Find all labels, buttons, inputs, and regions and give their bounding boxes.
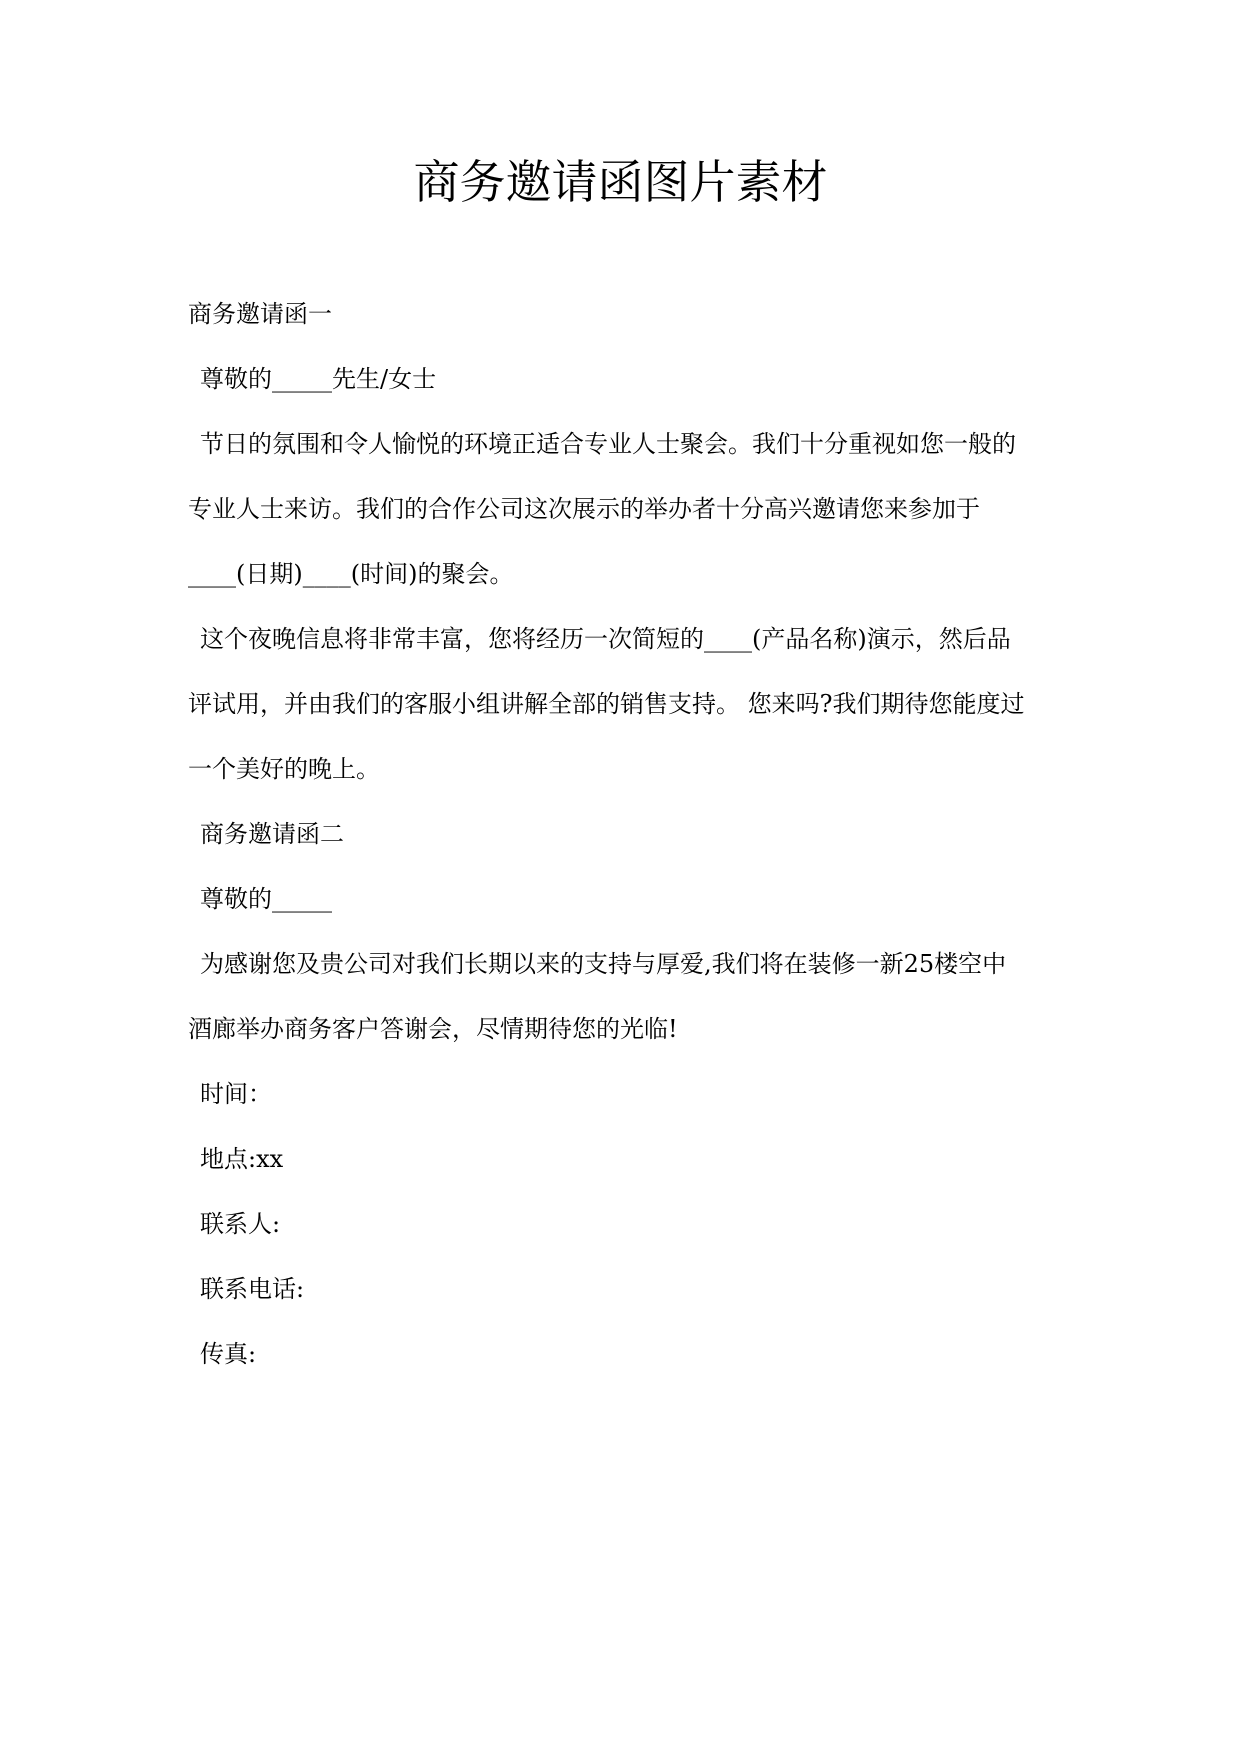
phone-label: 联系电话:	[200, 1275, 305, 1303]
letter-one-paragraph-1-line-3: ____(日期)____(时间)的聚会。	[188, 560, 514, 588]
letter-two-salutation: 尊敬的_____	[200, 885, 332, 913]
document-body	[188, 282, 1058, 1387]
contact-label: 联系人:	[200, 1210, 281, 1238]
letter-one-paragraph-1-line-1: 节日的氛围和令人愉悦的环境正适合专业人士聚会。我们十分重视如您一般的	[200, 430, 1016, 458]
letter-one-paragraph-2-line-1: 这个夜晚信息将非常丰富，您将经历一次简短的____(产品名称)演示，然后品	[200, 625, 1011, 653]
location-label: 地点:xx	[200, 1145, 284, 1173]
letter-two-paragraph-line-2: 酒廊举办商务客户答谢会，尽情期待您的光临!	[188, 1015, 678, 1043]
letter-two-heading: 商务邀请函二	[200, 820, 344, 848]
document-title: 商务邀请函图片素材	[413, 155, 828, 209]
time-label: 时间：	[200, 1080, 272, 1108]
letter-one-paragraph-2-line-2: 评试用，并由我们的客服小组讲解全部的销售支持。 您来吗?我们期待您能度过	[188, 690, 1025, 718]
letter-two-paragraph-line-1: 为感谢您及贵公司对我们长期以来的支持与厚爱,我们将在装修一新25楼空中	[200, 950, 1007, 978]
letter-one-heading: 商务邀请函一	[188, 300, 332, 328]
letter-one-salutation: 尊敬的_____先生/女士	[200, 365, 437, 393]
letter-one-paragraph-2-line-3: 一个美好的晚上。	[188, 755, 380, 783]
letter-one-paragraph-1-line-2: 专业人士来访。我们的合作公司这次展示的举办者十分高兴邀请您来参加于	[188, 495, 980, 523]
fax-label: 传真:	[200, 1340, 257, 1368]
